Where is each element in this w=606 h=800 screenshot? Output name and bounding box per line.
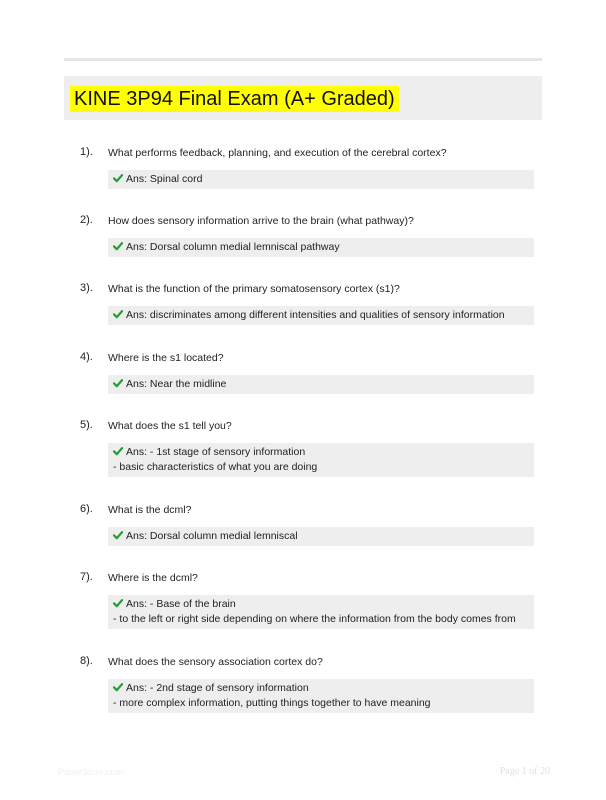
answer-box xyxy=(108,679,534,713)
question-text: What is the function of the primary somatosensory cortex (s1)? xyxy=(108,283,400,295)
answer-text: - basic characteristics of what you are doing xyxy=(113,461,318,473)
answer-text: Ans: Near the midline xyxy=(126,378,227,390)
answer-box xyxy=(108,238,534,257)
question-text: What performs feedback, planning, and execution of the cerebral cortex? xyxy=(108,147,447,159)
question-text: What is the dcml? xyxy=(108,504,192,516)
answer-text: Ans: - 1st stage of sensory information xyxy=(126,446,306,458)
check-icon xyxy=(113,446,123,456)
answer-text: - more complex information, putting things together to have meaning xyxy=(113,697,431,709)
question-number: 2). xyxy=(80,214,93,226)
answer-text: Ans: Spinal cord xyxy=(126,173,203,185)
answer-text: Ans: - 2nd stage of sensory information xyxy=(126,682,309,694)
question-number: 5). xyxy=(80,419,93,431)
question-text: Where is the s1 located? xyxy=(108,352,224,364)
check-icon xyxy=(113,173,123,183)
question-number: 1). xyxy=(80,146,93,158)
answer-text: - to the left or right side depending on where the information from the body comes from xyxy=(113,613,516,625)
answer-text: Ans: - Base of the brain xyxy=(126,598,236,610)
answer-box xyxy=(108,443,534,477)
answer-text: Ans: Dorsal column medial lemniscal pathway xyxy=(126,241,340,253)
answer-box xyxy=(108,375,534,394)
question-number: 8). xyxy=(80,655,93,667)
document-title: KINE 3P94 Final Exam (A+ Graded) xyxy=(70,86,399,112)
question-number: 4). xyxy=(80,351,93,363)
question-text: How does sensory information arrive to the brain (what pathway)? xyxy=(108,215,414,227)
footer-watermark: PaperStore.com xyxy=(58,767,124,777)
question-text: Where is the dcml? xyxy=(108,572,198,584)
answer-text: Ans: discriminates among different intensities and qualities of sensory information xyxy=(126,309,505,321)
answer-box xyxy=(108,527,534,546)
answer-text: Ans: Dorsal column medial lemniscal xyxy=(126,530,298,542)
question-text: What does the sensory association cortex do? xyxy=(108,656,323,668)
answer-box xyxy=(108,170,534,189)
check-icon xyxy=(113,378,123,388)
check-icon xyxy=(113,682,123,692)
check-icon xyxy=(113,530,123,540)
check-icon xyxy=(113,309,123,319)
check-icon xyxy=(113,598,123,608)
answer-box xyxy=(108,595,534,629)
page-number: Page 1 of 20 xyxy=(499,766,550,777)
question-number: 7). xyxy=(80,571,93,583)
question-text: What does the s1 tell you? xyxy=(108,420,232,432)
question-number: 3). xyxy=(80,282,93,294)
question-number: 6). xyxy=(80,503,93,515)
answer-box xyxy=(108,306,534,325)
check-icon xyxy=(113,241,123,251)
